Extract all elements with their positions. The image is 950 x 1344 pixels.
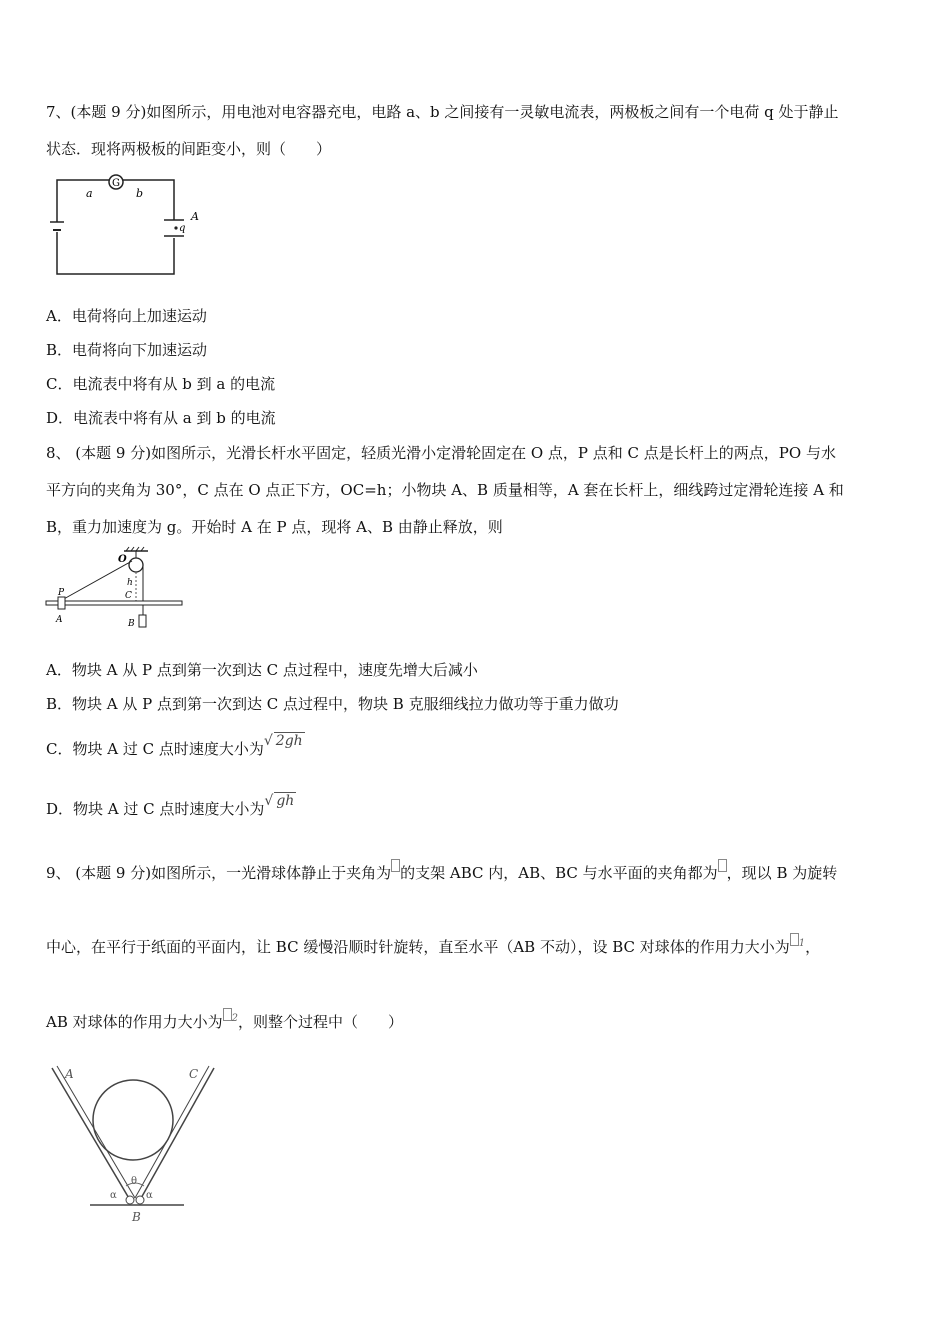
q9-line2-part1: 中心，在平行于纸面的平面内，让 BC 缓慢沿顺时针旋转，直至水平（AB 不动），设 BC 对球体的作用力大小为 bbox=[46, 938, 790, 956]
sqrt-gh-radicand: gh bbox=[276, 793, 295, 809]
label-theta: θ bbox=[131, 1176, 138, 1187]
hinge-left bbox=[126, 1196, 134, 1204]
q7-stem-line1: 7、(本题 9 分)如图所示，用电池对电容器充电，电路 a、b 之间接有一灵敏电流表，两极板之间有一个电荷 q 处于静止 bbox=[46, 103, 839, 121]
block-A-label: A bbox=[56, 615, 63, 625]
q9-line3-part2: ，则整个过程中（ ） bbox=[238, 1013, 404, 1031]
subscript-2: 2 bbox=[231, 1013, 238, 1024]
q9-sphere-figure bbox=[46, 1058, 226, 1228]
point-b-label: b bbox=[136, 187, 144, 200]
q7-stem-line2: 状态．现将两极板的间距变小，则（ ） bbox=[46, 140, 332, 158]
q7-option-b: B．电荷将向下加速运动 bbox=[46, 341, 208, 359]
subscript-1: 1 bbox=[798, 938, 806, 949]
missing-F-symbol bbox=[790, 933, 799, 946]
sqrt-gh-formula: √ gh bbox=[264, 793, 295, 809]
sqrt-2gh-formula: √ 2gh bbox=[263, 733, 303, 749]
point-O-label: O bbox=[118, 554, 127, 565]
q9-stem-line2 bbox=[46, 933, 820, 958]
q9-line1-part1: 9、 (本题 9 分)如图所示，一光滑球体静止于夹角为 bbox=[46, 864, 392, 882]
missing-F-symbol bbox=[223, 1008, 232, 1021]
block-B-label: B bbox=[128, 619, 135, 629]
q9-line1-part2: 的支架 ABC 内，AB、BC 与水平面的夹角都为 bbox=[400, 864, 718, 882]
point-a-label: a bbox=[86, 187, 93, 200]
rope-to-A bbox=[62, 561, 132, 600]
label-A: A bbox=[65, 1067, 74, 1081]
support-BC-edge bbox=[135, 1066, 209, 1198]
q9-stem-line1 bbox=[46, 859, 837, 884]
q9-line3-part1: AB 对球体的作用力大小为 bbox=[46, 1013, 223, 1031]
q7-option-a: A．电荷将向上加速运动 bbox=[46, 307, 207, 325]
block-B bbox=[139, 615, 146, 627]
q9-line2-part2: ， bbox=[805, 938, 821, 956]
point-C-label: C bbox=[125, 591, 132, 601]
point-P-label: P bbox=[58, 588, 65, 598]
charge-q-dot bbox=[174, 226, 177, 229]
q8-stem-line2: 平方向的夹角为 30°，C 点在 O 点正下方，OC=h；小物块 A、B 质量相等，A 套在长杆上，细线跨过定滑轮连接 A 和 bbox=[46, 481, 844, 499]
q8-option-d-text: D．物块 A 过 C 点时速度大小为 bbox=[46, 800, 265, 818]
q8-option-b: B．物块 A 从 P 点到第一次到达 C 点过程中，物块 B 克服细线拉力做功等于重力做功 bbox=[46, 695, 619, 713]
support-BC bbox=[140, 1068, 214, 1200]
sqrt-2gh-radicand: 2gh bbox=[275, 733, 303, 749]
q7-option-d: D．电流表中将有从 a 到 b 的电流 bbox=[46, 409, 276, 427]
q7-option-c: C．电流表中将有从 b 到 a 的电流 bbox=[46, 375, 276, 393]
plate-A-label: A bbox=[191, 210, 199, 223]
label-C: C bbox=[189, 1067, 199, 1081]
galvanometer-label: G bbox=[112, 178, 120, 189]
q7-circuit-figure bbox=[48, 170, 208, 280]
q8-option-a: A．物块 A 从 P 点到第一次到达 C 点过程中，速度先增大后减小 bbox=[46, 661, 478, 679]
pulley-icon bbox=[129, 558, 143, 572]
label-alpha-left: α bbox=[110, 1190, 117, 1201]
label-B: B bbox=[132, 1210, 141, 1224]
label-alpha-right: α bbox=[146, 1190, 153, 1201]
q9-stem-line3 bbox=[46, 1008, 403, 1033]
missing-theta-symbol bbox=[391, 859, 400, 872]
horizontal-rod bbox=[46, 601, 182, 605]
charge-q-label: q bbox=[179, 223, 186, 234]
block-A bbox=[58, 597, 65, 609]
q8-option-d bbox=[46, 793, 296, 821]
circuit-wire bbox=[57, 180, 174, 274]
sphere bbox=[93, 1080, 173, 1160]
support-AB-edge bbox=[57, 1066, 138, 1198]
height-h-label: h bbox=[127, 578, 133, 588]
q8-stem-line1: 8、 (本题 9 分)如图所示，光滑长杆水平固定，轻质光滑小定滑轮固定在 O 点，P 点和 C 点是长杆上的两点，PO 与水 bbox=[46, 444, 836, 462]
hinge-right bbox=[136, 1196, 144, 1204]
support-AB bbox=[52, 1068, 130, 1200]
q9-line1-part3: ，现以 B 为旋转 bbox=[726, 864, 838, 882]
q8-pulley-figure bbox=[44, 545, 189, 635]
q8-stem-line3: B，重力加速度为 g。开始时 A 在 P 点，现将 A、B 由静止释放，则 bbox=[46, 518, 503, 536]
missing-alpha-symbol bbox=[718, 859, 727, 872]
q8-option-c bbox=[46, 733, 305, 761]
q8-option-c-text: C．物块 A 过 C 点时速度大小为 bbox=[46, 740, 264, 758]
